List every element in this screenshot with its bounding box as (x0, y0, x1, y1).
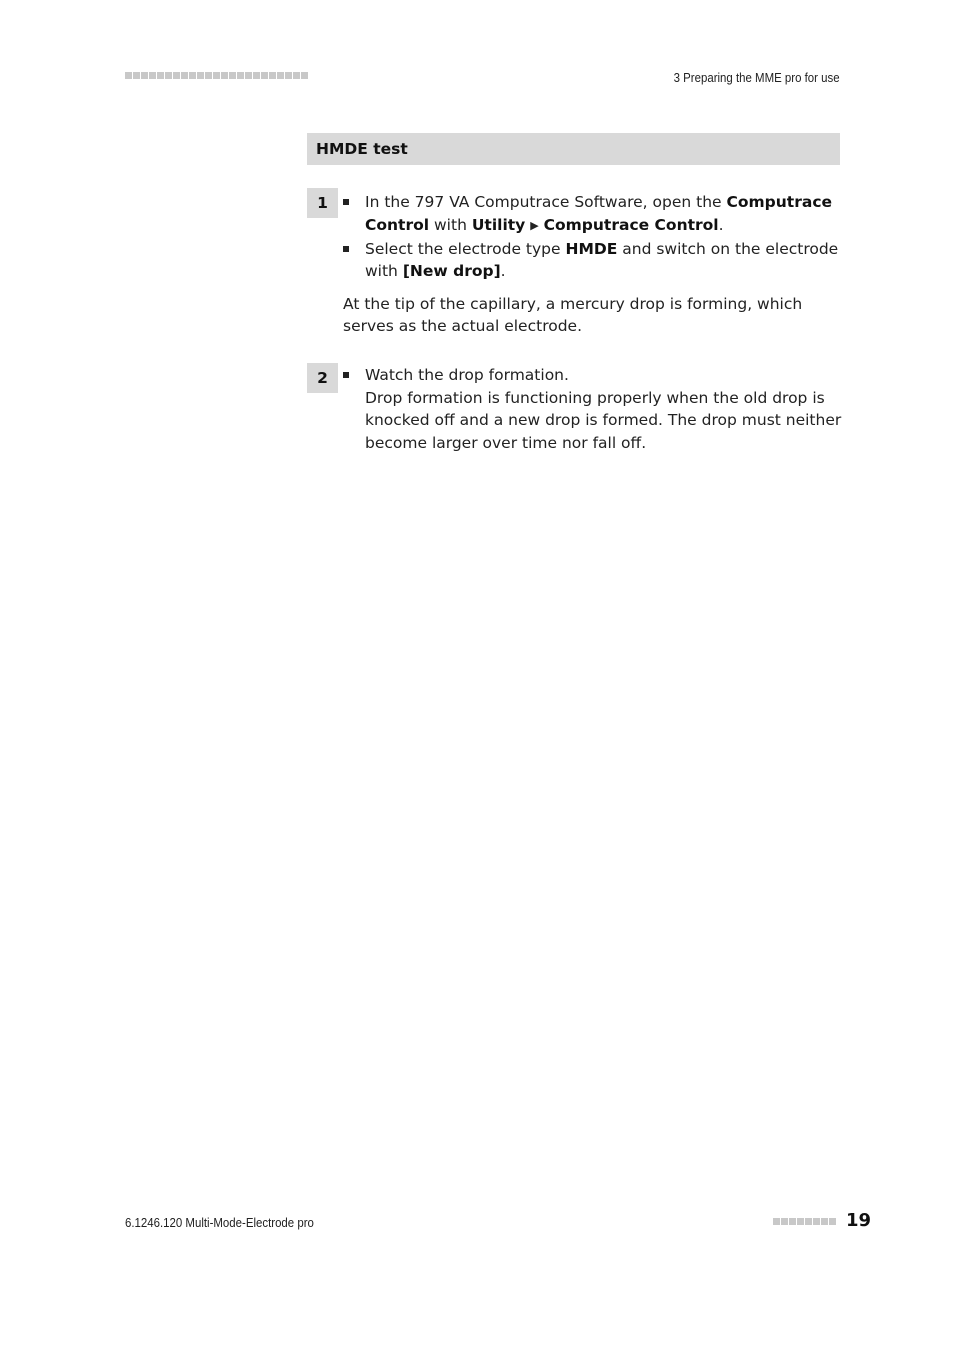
step-1-body (343, 191, 843, 353)
step-2-body (343, 364, 843, 454)
button-reference: [New drop] (402, 262, 501, 280)
bullet-square-icon (343, 199, 349, 205)
footer-decoration (773, 1218, 836, 1225)
step-1-bullet-1: In the 797 VA Computrace Software, open the Computrace Control with Utility ▶ Computrace Control. (343, 191, 843, 237)
step-number-2: 2 (307, 363, 338, 393)
section-header (307, 133, 840, 165)
bullet-square-icon (343, 246, 349, 252)
menu-arrow-icon: ▶ (530, 218, 539, 232)
menu-reference: Computrace Control (543, 215, 719, 234)
menu-reference: Computrace Control (365, 193, 833, 234)
bullet-description: Drop formation is functioning properly when the old drop is knocked off and a new drop is formed. The drop must neither become larger over time nor fall off. (365, 388, 842, 452)
electrode-type: HMDE (565, 239, 618, 258)
bullet-text: Watch the drop formation. (365, 366, 569, 384)
section-title: HMDE test (316, 140, 408, 158)
page-number: 19 (846, 1210, 872, 1231)
step-1-note: At the tip of the capillary, a mercury drop is forming, which serves as the actual electrode. (343, 294, 803, 335)
step-number-1: 1 (307, 188, 338, 218)
menu-reference: Utility (471, 215, 526, 234)
running-head: 3 Preparing the MME pro for use (674, 70, 840, 85)
document-id: 6.1246.120 Multi-Mode-Electrode pro (125, 1215, 314, 1230)
bullet-square-icon (343, 372, 349, 378)
step-1-bullet-2: Select the electrode type HMDE and switch on the electrode with [New drop]. (343, 238, 843, 283)
step-2-bullet-1 (343, 364, 843, 454)
header-decoration (125, 72, 308, 79)
